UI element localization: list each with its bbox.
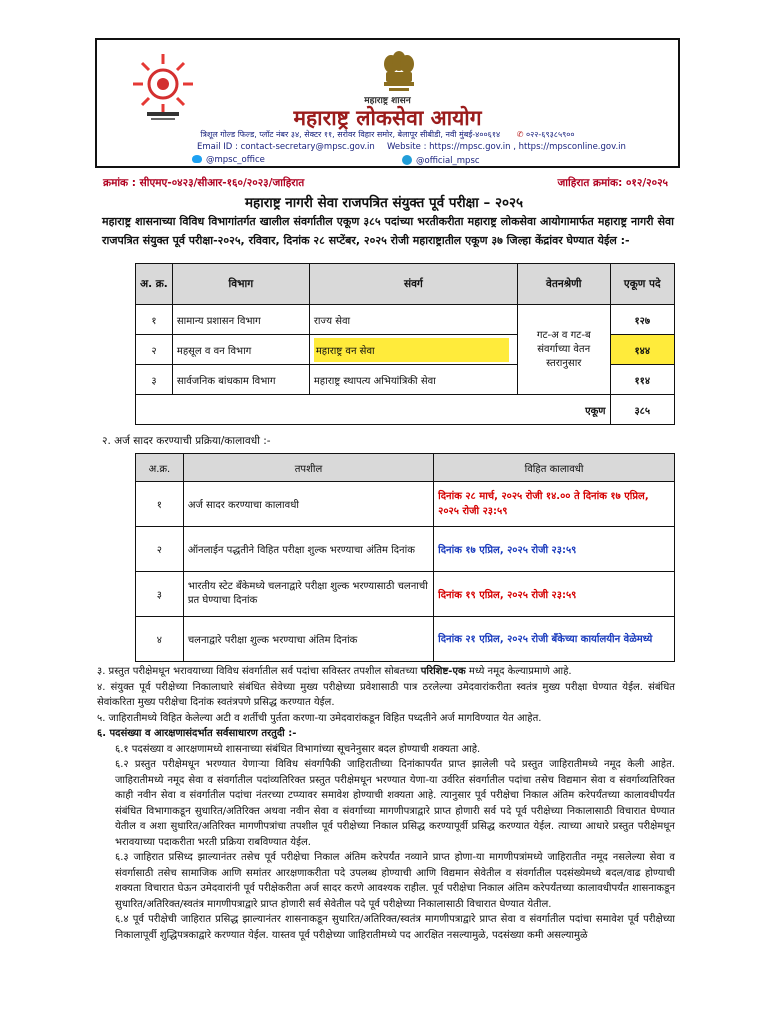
row-period: दिनांक १९ एप्रिल, २०२५ रोजी २३:५९ xyxy=(434,572,675,617)
total-value: ३८५ xyxy=(610,395,674,425)
address-text: त्रिशूल गोल्ड फिल्ड, प्लॉट नंबर ३४, सेक्टर ११, सरोवर विहार समोर, बेलापूर सीबीडी, नवी मुंबई-४००६१४ xyxy=(200,130,501,139)
row-period: दिनांक १७ एप्रिल, २०२५ रोजी २३:५९ xyxy=(434,527,675,572)
row-detail: भारतीय स्टेट बँकेमध्ये चलनाद्वारे परीक्षा शुल्क भरण्यासाठी चलनाची प्रत घेण्याचा दिनांक xyxy=(183,572,433,617)
twitter-icon xyxy=(192,155,202,163)
row-sr: ४ xyxy=(136,617,184,662)
advertisement-number: जाहिरात क्रमांक: ०१२/२०२५ xyxy=(557,177,668,189)
highlighted-cadre: महाराष्ट्र वन सेवा xyxy=(314,338,509,362)
row-department: महसूल व वन विभाग xyxy=(172,335,309,365)
reference-number: क्रमांक : सीएमए-०४२३/सीआर-१६०/२०२३/जाहिरात xyxy=(103,177,305,189)
paragraph-3 xyxy=(97,664,675,680)
appendix-reference: परिशिष्ट-एक xyxy=(420,666,466,677)
row-detail: ऑनलाईन पद्धतीने विहित परीक्षा शुल्क भरण्याचा अंतिम दिनांक xyxy=(183,527,433,572)
paragraph-6-1: ६.१ पदसंख्या व आरक्षणामध्ये शासनाच्या संबंधित विभागांच्या सूचनेनुसार बदल होण्याची शक्यता आहे. xyxy=(115,743,481,755)
posts-table-header xyxy=(136,264,675,305)
email-line[interactable]: Email ID : contact-secretary@mpsc.gov.in xyxy=(197,142,375,152)
phone-number: ०२२-६९३८५९०० xyxy=(525,130,575,139)
paragraph-6-3: ६.३ जाहिरात प्रसिध्द झाल्यानंतर तसेच पूर्व परीक्षेचा निकाल अंतिम करेपर्यंत नव्याने प्राप्त होणा-या मागणीपत्रांमध्ये जाहिरातीत नमूद नसलेल्या सेवा व संवर्गासाठी तसेच सामाजिक आणि समांतर आरक्षणाकरीता पदे उपलब्ध होण्याची आणि विद्यमान सेवेतील व संवर्गातील पदसंख्येमध्ये बदल/वाढ होण्याची शक्यता विचारात घेऊन उमेदवारांनी पूर्व परीक्षेकरीता अर्ज सादर करणे आवश्यक राहील. पूर्व परीक्षेचा निकाल अंतिम करेपर्यंतच्या कालावधीपर्यंत शासनाकडून सुधारित/अतिरिक्त/स्वतंत्र मागणीपत्राद्वारे प्राप्त होणारी सर्व सेवेतील पदे पूर्व परीक्षेच्या निकालासाठी विचारात घेण्यात येतील. xyxy=(115,852,675,910)
government-line: महाराष्ट्र शासन xyxy=(364,96,411,106)
total-label: एकूण xyxy=(136,395,611,425)
twitter-handle-row[interactable] xyxy=(192,155,265,165)
row-posts: ११४ xyxy=(610,365,674,395)
row-sr: १ xyxy=(136,482,184,527)
header-department: विभाग xyxy=(172,264,309,305)
row-sr: १ xyxy=(136,305,173,335)
table-row xyxy=(136,572,675,617)
phone-icon: ✆ xyxy=(516,130,524,139)
row-department: सामान्य प्रशासन विभाग xyxy=(172,305,309,335)
row-department: सार्वजनिक बांधकाम विभाग xyxy=(172,365,309,395)
telegram-icon xyxy=(402,155,412,165)
row-detail: चलनाद्वारे परीक्षा शुल्क भरण्याचा अंतिम दिनांक xyxy=(183,617,433,662)
section2-title: २. अर्ज सादर करण्याची प्रक्रिया/कालावधी :- xyxy=(102,435,271,447)
website-line[interactable]: Website : https://mpsc.gov.in , https://mpsconline.gov.in xyxy=(387,142,626,152)
paragraph-6-4: ६.४ पूर्व परीक्षेची जाहिरात प्रसिद्ध झाल्यानंतर शासनाकडून सुधारित/अतिरिक्त/स्वतंत्र मागणीपत्राद्वारे प्राप्त सेवा व संवर्गातील पदांचा समावेश पूर्व परीक्षेच्या निकालापूर्वी शुद्धिपत्रकाद्वारे करण्यात येईल. यास्तव पूर्व परीक्षेच्या जाहिरातीमध्ये पद आरक्षित नसल्यामुळे, पदसंख्या कमी असल्यामुळे xyxy=(115,914,675,941)
intro-paragraph: महाराष्ट्र शासनाच्या विविध विभागांतर्गत खालील संवर्गातील एकूण ३८५ पदांच्या भरतीकरीता महाराष्ट्र लोकसेवा आयोगामार्फत महाराष्ट्र नागरी सेवा राजपत्रित संयुक्त पूर्व परीक्षा-२०२५, रविवार, दिनांक २८ सप्टेंबर, २०२५ रोजी महाराष्ट्रातील एकूण ३७ जिल्हा केंद्रांवर घेण्यात येईल :- xyxy=(102,215,674,247)
row-sr: ३ xyxy=(136,365,173,395)
row-cadre: महाराष्ट्र स्थापत्य अभियांत्रिकी सेवा xyxy=(309,365,517,395)
row-period: दिनांक २१ एप्रिल, २०२५ रोजी बँकेच्या कार्यालयीन वेळेमध्ये xyxy=(434,617,675,662)
pay-scale-cell: गट-अ व गट-ब संवर्गाच्या वेतन स्तरानुसार xyxy=(517,305,610,395)
row-detail: अर्ज सादर करण्याचा कालावधी xyxy=(183,482,433,527)
telegram-handle-row[interactable] xyxy=(402,155,480,166)
body-text xyxy=(97,664,675,943)
paragraph-6-title: ६. पदसंख्या व आरक्षणासंदर्भात सर्वसाधारण तरतुदी :- xyxy=(97,728,297,739)
header-cadre: संवर्ग xyxy=(309,264,517,305)
exam-title: महाराष्ट्र नागरी सेवा राजपत्रित संयुक्त पूर्व परीक्षा – २०२५ xyxy=(244,195,524,211)
header-sr: अ.क्र. xyxy=(136,454,184,482)
organization-title: महाराष्ट्र लोकसेवा आयोग xyxy=(293,106,482,130)
table-row xyxy=(136,527,675,572)
paragraph-4: ४. संयुक्त पूर्व परीक्षेच्या निकालाधारे संबंधित सेवेच्या मुख्य परीक्षेच्या प्रवेशासाठी पात्र ठरलेल्या उमेदवारांकरीता स्वतंत्र मुख्य परीक्षा घेण्यात येईल. संबंधित सेवांकरिता मुख्य परीक्षेचा दिनांक स्वतंत्रपणे प्रसिद्ध करण्यात येईल. xyxy=(97,681,675,708)
row-posts-highlighted: १४४ xyxy=(610,335,674,365)
schedule-table xyxy=(135,453,675,662)
paragraph-5: ५. जाहिरातीमध्ये विहित केलेल्या अटी व शर्तीची पुर्तता करणा-या उमेदवारांकडून विहित पध्दतीने अर्ज मागविण्यात येत आहेत. xyxy=(97,712,542,724)
posts-table xyxy=(135,263,675,425)
telegram-handle: @official_mpsc xyxy=(416,156,480,166)
header-period: विहित कालावधी xyxy=(434,454,675,482)
header-sr: अ. क्र. xyxy=(136,264,173,305)
row-posts: १२७ xyxy=(610,305,674,335)
para3-text: ३. प्रस्तुत परीक्षेमधून भरावयाच्या विविध संवर्गातील सर्व पदांचा सविस्तर तपशील सोबतच्या xyxy=(97,666,421,677)
table-row xyxy=(136,482,675,527)
row-sr: २ xyxy=(136,335,173,365)
row-sr: २ xyxy=(136,527,184,572)
twitter-handle: @mpsc_office xyxy=(206,155,265,165)
paragraph-6-2: ६.२ प्रस्तुत परीक्षेमधून भरण्यात येणाऱ्या विविध संवर्गापैकी जाहिरातीच्या दिनांकापर्यंत प्राप्त झालेली पदे प्रस्तुत जाहिरातीमध्ये नमूद केली आहेत. जाहिरातीमध्ये नमूद सेवा व संवर्गातील पदांव्यतिरिक्त प्रस्तुत परीक्षेमधून भरण्यात येणा-या उर्वरित संवर्गातील पदांचा तसेच विद्यमान सेवा व संवर्गाव्यतिरिक्त काही नवीन सेवा व संवर्गातील पदांचा नंतरच्या टप्प्यावर समावेश होण्याची शक्यता आहे. त्यानुसार पूर्व परीक्षेचा निकाल अंतिम करेपर्यंतच्या कालावधीपर्यंत संबंधित विभागाकडून सुधारित/अतिरिक्त अथवा नवीन सेवा व संवर्गाच्या मागणीपत्राद्वारे प्राप्त होणारी सर्व पदे पूर्व परीक्षेच्या निकालासाठी विचारात घेण्यात येतील व अशा सुधारित/अतिरिक्त मागणीपत्रांचा तपशील पूर्व परीक्षेच्या निकाल प्रसिद्ध करण्यापूर्वी प्रसिद्ध करण्यात येईल. त्याच्या आधारे प्रस्तुत परीक्षेमधून भरावयाच्या पदाकरीता भरती प्रक्रिया राबविण्यात येईल. xyxy=(115,759,675,848)
para3-text-end: मध्ये नमूद केल्याप्रमाणे आहे. xyxy=(465,666,572,677)
schedule-table-header xyxy=(136,454,675,482)
row-period: दिनांक २८ मार्च, २०२५ रोजी १४.०० ते दिनांक १७ एप्रिल, २०२५ रोजी २३:५९ xyxy=(434,482,675,527)
total-row xyxy=(136,395,675,425)
header-detail: तपशील xyxy=(183,454,433,482)
table-row xyxy=(136,305,675,335)
row-cadre: राज्य सेवा xyxy=(309,305,517,335)
row-cadre-highlighted xyxy=(309,335,517,365)
letterhead xyxy=(95,38,680,168)
table-row xyxy=(136,617,675,662)
address-line xyxy=(97,129,678,140)
header-total-posts: एकूण पदे xyxy=(610,264,674,305)
header-pay-scale: वेतनश्रेणी xyxy=(517,264,610,305)
row-sr: ३ xyxy=(136,572,184,617)
